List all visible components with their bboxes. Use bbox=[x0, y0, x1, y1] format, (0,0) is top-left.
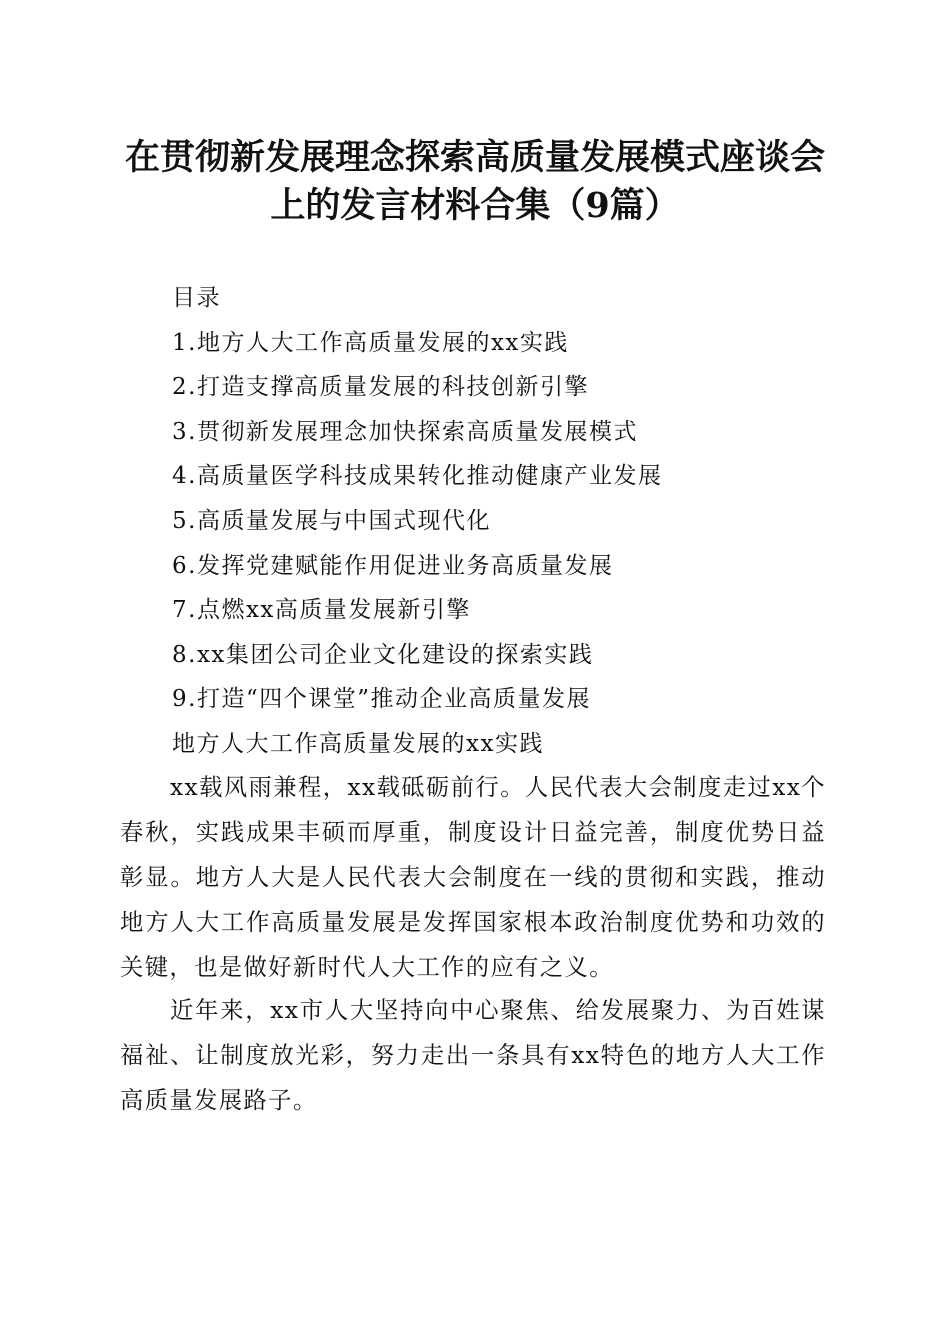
toc-item-5: 5.高质量发展与中国式现代化 bbox=[172, 508, 491, 534]
toc-item-9: 9.打造“四个课堂”推动企业高质量发展 bbox=[172, 686, 591, 712]
toc-item-1: 1.地方人大工作高质量发展的xx实践 bbox=[172, 330, 569, 356]
body-paragraph-2: 近年来，xx市人大坚持向中心聚焦、给发展聚力、为百姓谋福祉、让制度放光彩，努力走出一条具有xx特色的地方人大工作高质量发展路子。 bbox=[120, 997, 826, 1114]
toc-item-3: 3.贯彻新发展理念加快探索高质量发展模式 bbox=[172, 419, 638, 445]
section-heading: 地方人大工作高质量发展的xx实践 bbox=[172, 731, 544, 757]
toc-item-6: 6.发挥党建赋能作用促进业务高质量发展 bbox=[172, 553, 614, 579]
body-paragraph-1: xx载风雨兼程，xx载砥砺前行。人民代表大会制度走过xx个春秋，实践成果丰硕而厚重，制度设计日益完善，制度优势日益彰显。地方人大是人民代表大会制度在一线的贯彻和实践，推动地方人大工作高质量发展是发挥国家根本政治制度优势和功效的关键，也是做好新时代人大工作的应有之义。 bbox=[120, 774, 826, 981]
document-title-line-1: 在贯彻新发展理念探索高质量发展模式座谈会 bbox=[124, 137, 825, 178]
toc-heading: 目录 bbox=[172, 285, 221, 311]
toc-item-2: 2.打造支撑高质量发展的科技创新引擎 bbox=[172, 374, 589, 400]
toc-item-8: 8.xx集团公司企业文化建设的探索实践 bbox=[172, 642, 594, 668]
toc-item-7: 7.点燃xx高质量发展新引擎 bbox=[172, 597, 471, 623]
toc-item-4: 4.高质量医学科技成果转化推动健康产业发展 bbox=[172, 463, 663, 489]
document-title-line-2: 上的发言材料合集（9篇） bbox=[270, 185, 680, 226]
